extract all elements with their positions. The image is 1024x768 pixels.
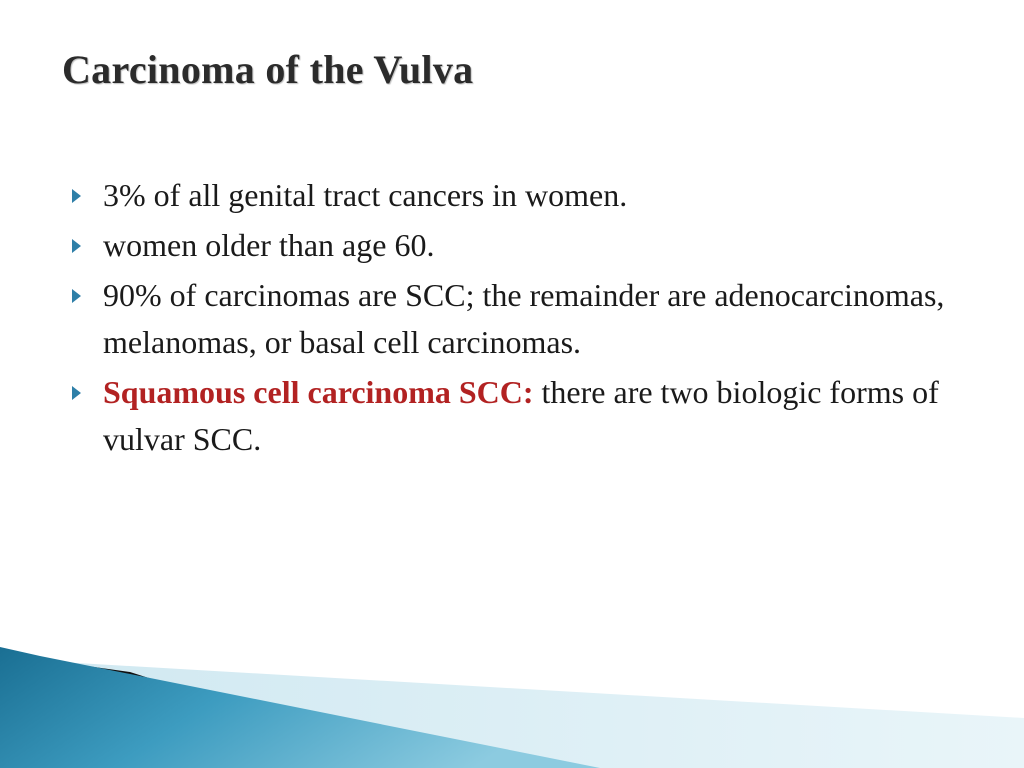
bullet-text: 3% of all genital tract cancers in women. — [103, 177, 628, 213]
bullet-text: 90% of carcinomas are SCC; the remainder are adenocarcinomas, melanomas, or basal cell carcinomas. — [103, 277, 945, 360]
bullet-text: women older than age 60. — [103, 227, 435, 263]
bullet-text: there are two biologic forms of vulvar SCC. — [103, 374, 939, 457]
bullet-highlight: Squamous cell carcinoma SCC: — [103, 374, 534, 410]
slide-title: Carcinoma of the Vulva — [62, 47, 474, 92]
